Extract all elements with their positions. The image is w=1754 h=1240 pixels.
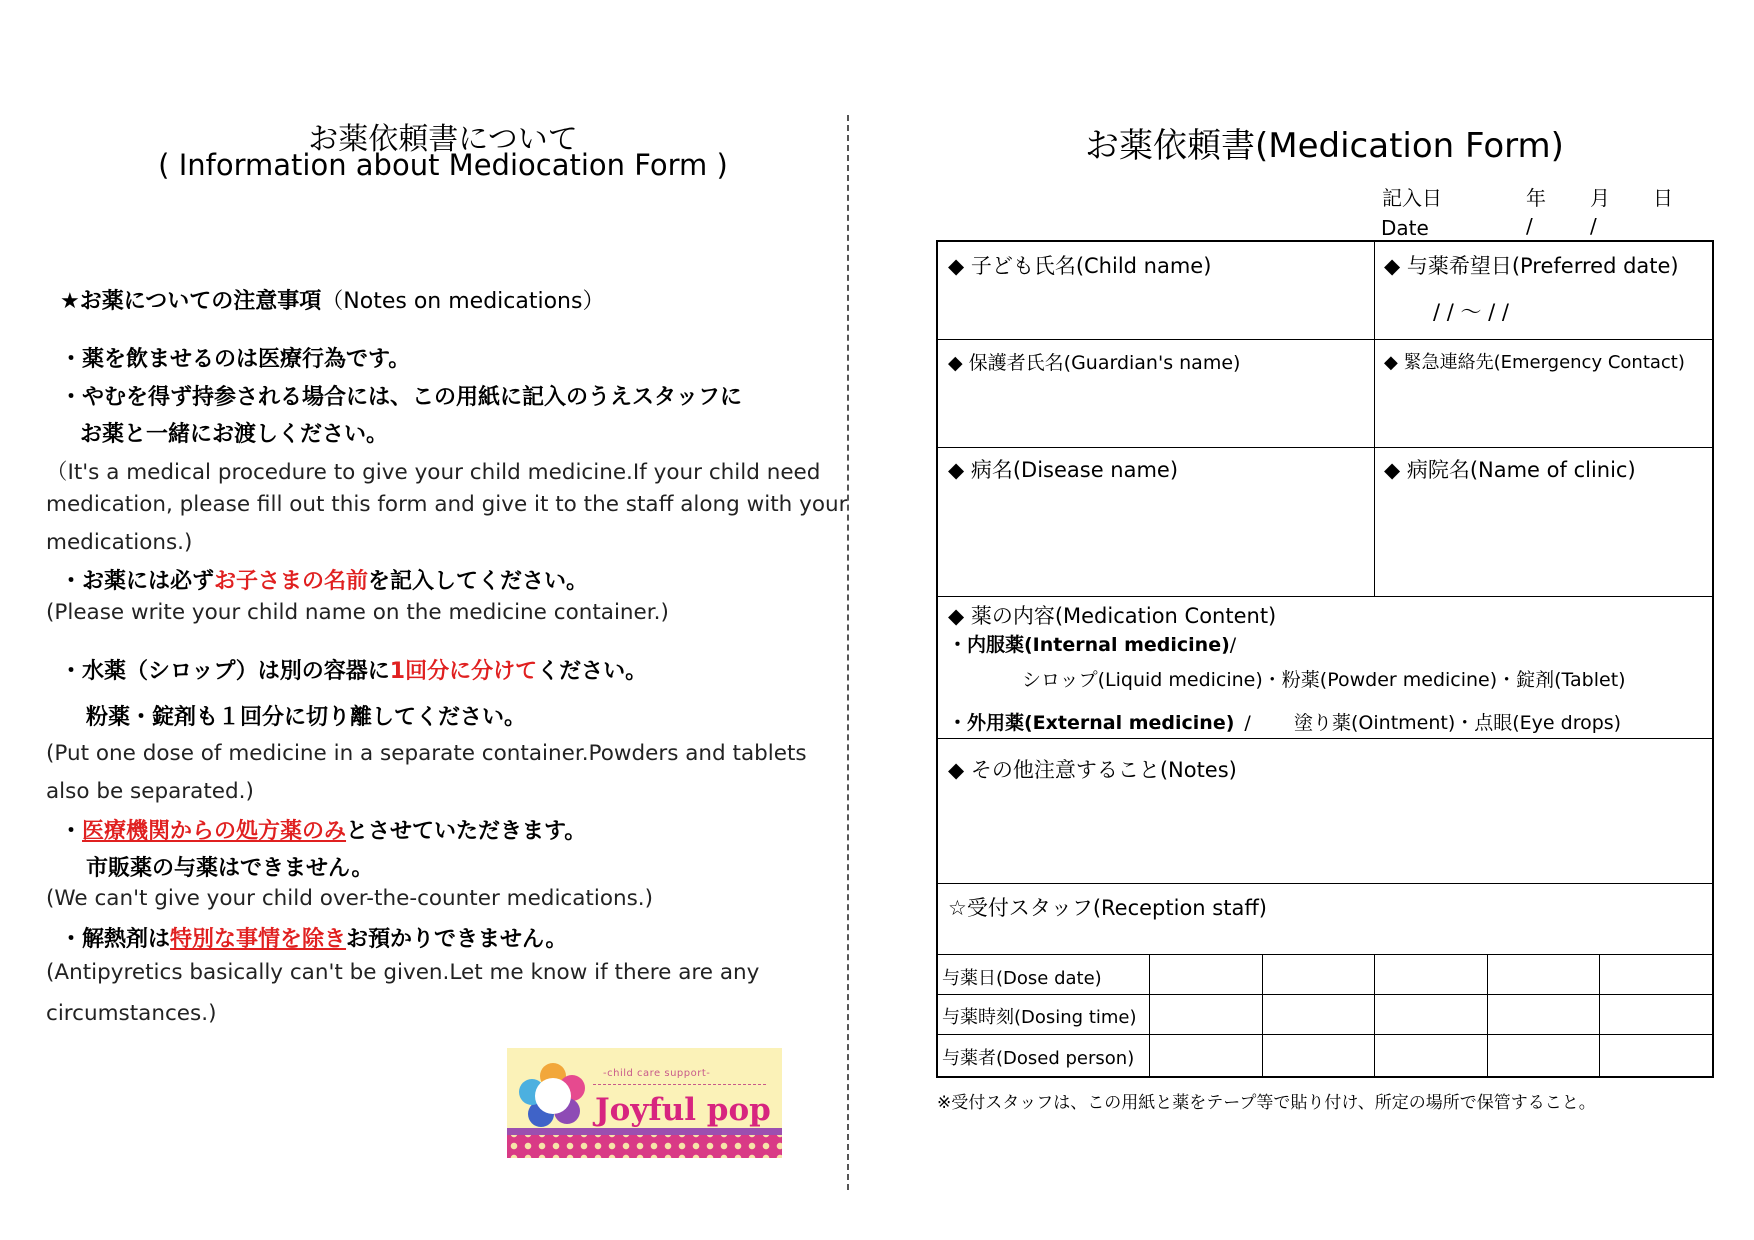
item2-post: を記入してください。 (368, 569, 589, 594)
item1-en-line2: medication, please fill out this form and give it to the staff along with your (46, 492, 848, 517)
item4-line1 (60, 814, 586, 845)
notes-heading-jp: ★お薬についての注意事項 (60, 289, 322, 314)
item3-highlight: 1回分に分けて (389, 659, 538, 684)
item3-post: ください。 (537, 659, 648, 684)
date-label-en: Date (1381, 216, 1429, 240)
item2-pre: ・お薬には必ず (60, 569, 215, 594)
field-emergency-contact[interactable]: ◆ 緊急連絡先(Emergency Contact) (1384, 352, 1685, 373)
field-reception-staff[interactable]: ☆受付スタッフ(Reception staff) (948, 896, 1267, 920)
item4-post: とさせていただきます。 (346, 819, 587, 844)
item1-line1: ・薬を飲ませるのは医療行為です。 (60, 347, 411, 372)
item1-line3: お薬と一緒にお渡しください。 (80, 422, 389, 447)
item3-en-line1: (Put one dose of medicine in a separate container.Powders and tablets (46, 741, 807, 766)
preferred-date-fill: / / ～ / / (1433, 300, 1510, 324)
notes-heading-en: （Notes on medications） (321, 289, 605, 314)
grid-row-dosed-person: 与薬者(Dosed person) (942, 1048, 1135, 1069)
item3-line2: 粉薬・錠剤も１回分に切り離してください。 (86, 705, 527, 730)
logo-subtitle: -child care support- (603, 1068, 711, 1079)
item1-en-line1: （It's a medical procedure to give your child medicine.If your child need (46, 460, 821, 485)
logo-divider (593, 1084, 766, 1085)
item5-highlight: 特別な事情を除き (170, 927, 347, 952)
item5-post: お預かりできません。 (346, 927, 568, 952)
internal-label: ・内服薬(Internal medicine) (948, 634, 1230, 656)
field-child-name[interactable]: ◆ 子ども氏名(Child name) (948, 254, 1212, 278)
left-title-jp: お薬依頼書について (308, 122, 578, 157)
item2-highlight: お子さまの名前 (214, 569, 369, 594)
item5-line1 (60, 922, 567, 953)
item4-pre: ・ (60, 819, 83, 844)
item2-line (60, 564, 588, 595)
grid-row-dose-date: 与薬日(Dose date) (942, 968, 1102, 989)
internal-slash: / (1229, 634, 1237, 656)
internal-medicine[interactable] (948, 630, 1236, 657)
item2-en: (Please write your child name on the medicine container.) (46, 600, 669, 625)
item1-en-line3: medications.) (46, 530, 193, 555)
date-sep-2: / (1590, 214, 1597, 238)
item3-pre: ・水薬（シロップ）は別の容器に (60, 659, 390, 684)
field-medication-content[interactable]: ◆ 薬の内容(Medication Content) (948, 604, 1277, 628)
item5-en-line1: (Antipyretics basically can't be given.Let me know if there are any (46, 960, 760, 985)
field-notes[interactable]: ◆ その他注意すること(Notes) (948, 758, 1237, 782)
page-divider (847, 115, 849, 1190)
joyful-pop-logo (507, 1048, 782, 1158)
item4-highlight: 医療機関からの処方薬のみ (82, 819, 347, 844)
medication-form (936, 240, 1714, 1078)
footnote: ※受付スタッフは、この用紙と薬をテープ等で貼り付け、所定の場所で保管すること。 (937, 1093, 1596, 1113)
item3-en-line2: also be separated.) (46, 779, 254, 804)
item5-en-line2: circumstances.) (46, 1001, 217, 1026)
external-options: 塗り薬(Ointment)・点眼(Eye drops) (1294, 712, 1622, 734)
field-disease-name[interactable]: ◆ 病名(Disease name) (948, 458, 1179, 482)
field-guardian-name[interactable]: ◆ 保護者氏名(Guardian's name) (948, 352, 1241, 374)
flower-icon (519, 1062, 587, 1130)
date-label-jp: 記入日 (1382, 186, 1442, 210)
item4-en: (We can't give your child over-the-counter medications.) (46, 886, 654, 911)
left-title-en: ( Information about Mediocation Form ) (158, 148, 728, 182)
logo-band (507, 1128, 782, 1158)
internal-options: シロップ(Liquid medicine)・粉薬(Powder medicine)・錠剤(Tablet) (1022, 669, 1626, 691)
date-sep-1: / (1526, 214, 1533, 238)
field-clinic-name[interactable]: ◆ 病院名(Name of clinic) (1384, 458, 1636, 482)
external-label: ・外用薬(External medicine) (948, 712, 1235, 734)
date-month: 月 (1590, 186, 1610, 210)
grid-row-dosing-time: 与薬時刻(Dosing time) (942, 1007, 1137, 1028)
external-medicine[interactable] (948, 708, 1251, 735)
item4-line2: 市販薬の与薬はできません。 (86, 856, 374, 881)
notes-heading (60, 284, 604, 315)
date-day: 日 (1653, 186, 1673, 210)
logo-name: Joyful pop (595, 1092, 771, 1128)
item5-pre: ・解熱剤は (60, 927, 171, 952)
item1-line2: ・やむを得ず持参される場合には、この用紙に記入のうえスタッフに (60, 385, 743, 410)
external-slash: / (1244, 712, 1251, 734)
item3-line1 (60, 654, 647, 685)
date-year: 年 (1526, 186, 1546, 210)
form-title: お薬依頼書(Medication Form) (1085, 126, 1564, 166)
field-preferred-date[interactable]: ◆ 与薬希望日(Preferred date) (1384, 254, 1679, 278)
